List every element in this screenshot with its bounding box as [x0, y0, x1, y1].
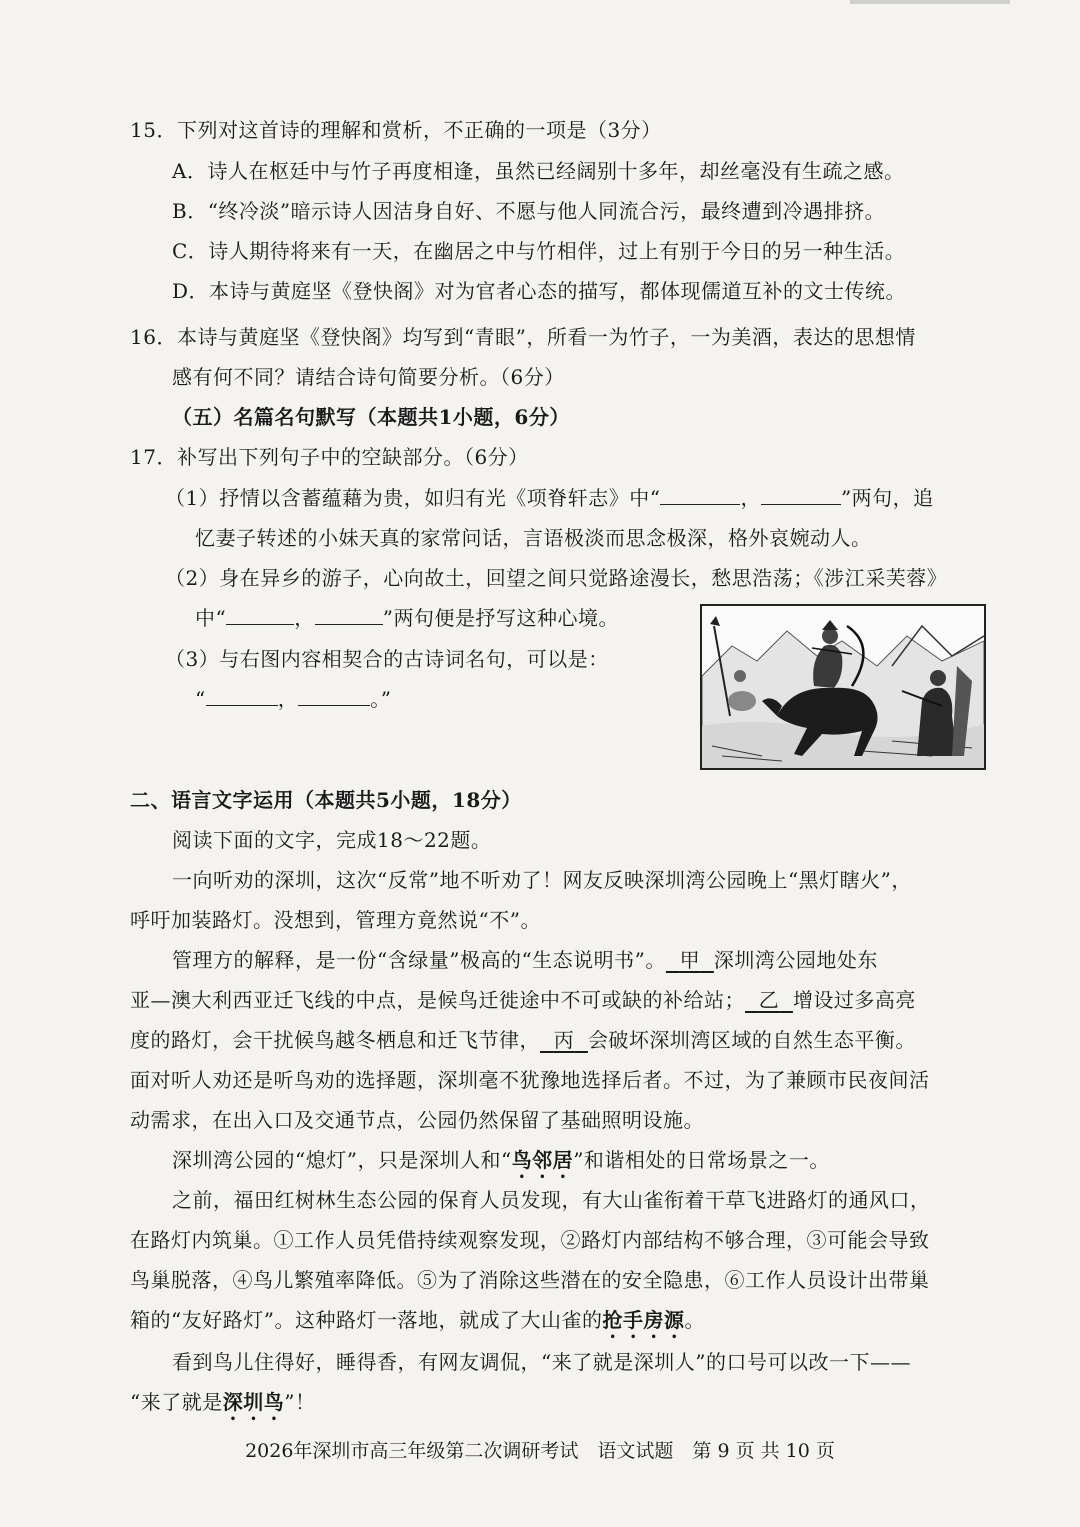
- passage-text: 箱的“友好路灯”。这种路灯一落地，就成了大山雀的: [130, 1308, 603, 1332]
- comma: ，: [740, 486, 761, 510]
- passage-p3: [172, 1146, 830, 1183]
- answer-blank[interactable]: [226, 604, 294, 625]
- passage-p4-line2: 在路灯内筑巢。①工作人员凭借持续观察发现，②路灯内部结构不够合理，③可能会导致: [130, 1228, 930, 1252]
- q16-line1: 16．本诗与黄庭坚《登快阁》均写到“青眼”，所看一为竹子，一为美酒，表达的思想情: [130, 325, 916, 349]
- emphasized-term: 深圳鸟: [222, 1390, 285, 1414]
- answer-blank[interactable]: [206, 685, 278, 706]
- emphasized-term: 鸟邻居: [511, 1148, 574, 1172]
- blank-marker-yi: [745, 988, 793, 1012]
- q17-part2-line1: （2）身在异乡的游子，心向故土，回望之间只觉路途漫长，愁思浩荡；《涉江采芙蓉》: [165, 566, 948, 590]
- passage-text: “来了就是: [130, 1390, 223, 1414]
- passage-p1-line1: 一向听劝的深圳，这次“反常”地不听劝了！网友反映深圳湾公园晚上“黑灯瞎火”，: [172, 868, 912, 892]
- passage-p2-line1: [172, 946, 878, 974]
- answer-blank[interactable]: [660, 484, 740, 505]
- answer-blank[interactable]: [298, 685, 370, 706]
- section5-heading: （五）名篇名句默写（本题共1小题，6分）: [172, 405, 570, 429]
- q15-stem: 15．下列对这首诗的理解和赏析，不正确的一项是（3分）: [130, 118, 662, 142]
- open-quote: “: [195, 687, 206, 711]
- q17-part2-line2: [195, 604, 619, 632]
- passage-text: 管理方的解释，是一份“含绿量”极高的“生态说明书”。: [172, 948, 666, 972]
- passage-p2-line2: [130, 986, 916, 1014]
- q17-part1-line1: [165, 484, 934, 512]
- q17-part2-suffix: ”两句便是抒写这种心境。: [382, 606, 619, 630]
- q17-part3-line1: （3）与右图内容相契合的古诗词名句，可以是：: [165, 647, 609, 671]
- q16-line2: 感有何不同？请结合诗句简要分析。（6分）: [172, 365, 565, 389]
- mounted-archer-icon: [702, 606, 984, 768]
- comma: ，: [294, 606, 315, 630]
- marker-label: 甲: [679, 948, 701, 972]
- q15-option-b: B．“终冷淡”暗示诗人因洁身自好、不愿与他人同流合污，最终遭到冷遇排挤。: [172, 199, 886, 223]
- blank-marker-bing: [540, 1028, 588, 1052]
- q17-part1-line2: 忆妻子转述的小妹天真的家常问话，言语极淡而思念极深，格外哀婉动人。: [195, 526, 872, 550]
- passage-text: 深圳湾公园的“熄灯”，只是深圳人和“: [172, 1148, 512, 1172]
- page-footer: 2026年深圳市高三年级第二次调研考试 语文试题 第 9 页 共 10 页: [245, 1440, 835, 1462]
- passage-p5-line2: [130, 1388, 315, 1425]
- q17-part1-suffix: ”两句，追: [840, 486, 934, 510]
- passage-p1-line2: 呼吁加装路灯。没想到，管理方竟然说“不”。: [130, 908, 541, 932]
- q15-option-c: C．诗人期待将来有一天，在幽居之中与竹相伴，过上有别于今日的另一种生活。: [172, 239, 906, 263]
- passage-text: 深圳湾公园地处东: [713, 948, 878, 972]
- marker-label: 丙: [553, 1028, 575, 1052]
- battle-illustration: [700, 604, 986, 770]
- passage-text: ”！: [284, 1390, 316, 1414]
- close-quote: 。”: [370, 687, 392, 711]
- answer-blank[interactable]: [761, 484, 841, 505]
- passage-text: 亚—澳大利西亚迁飞线的中点，是候鸟迁徙途中不可或缺的补给站；: [130, 988, 745, 1012]
- passage-p4-line3: 鸟巢脱落，④鸟儿繁殖率降低。⑤为了消除这些潜在的安全隐患，⑥工作人员设计出带巢: [130, 1268, 930, 1292]
- answer-blank[interactable]: [315, 604, 383, 625]
- passage-text: 。: [684, 1308, 705, 1332]
- q15-option-a: A．诗人在枢廷中与竹子再度相逢，虽然已经阔别十多年，却丝毫没有生疏之感。: [172, 159, 905, 183]
- blank-marker-jia: [666, 948, 714, 972]
- marker-label: 乙: [758, 988, 780, 1012]
- passage-p2-line3: [130, 1026, 916, 1054]
- emphasized-term: 抢手房源: [602, 1308, 685, 1332]
- q17-part1-prefix: （1）抒情以含蓄蕴藉为贵，如归有光《项脊轩志》中“: [165, 486, 661, 510]
- comma: ，: [277, 687, 299, 711]
- q17-part2-prefix: 中“: [195, 606, 227, 630]
- passage-p4-line1: 之前，福田红树林生态公园的保育人员发现，有大山雀衔着干草飞进路灯的通风口，: [172, 1188, 931, 1212]
- passage-p5-line1: 看到鸟儿住得好，睡得香，有网友调侃，“来了就是深圳人”的口号可以改一下——: [172, 1350, 911, 1374]
- passage-p2-line5: 动需求，在出入口及交通节点，公园仍然保留了基础照明设施。: [130, 1108, 704, 1132]
- passage-text: 会破坏深圳湾区域的自然生态平衡。: [587, 1028, 916, 1052]
- section2-heading: 二、语言文字运用（本题共5小题，18分）: [130, 788, 522, 812]
- passage-text: ”和谐相处的日常场景之一。: [573, 1148, 830, 1172]
- q17-stem: 17．补写出下列句子中的空缺部分。（6分）: [130, 445, 529, 469]
- q15-option-d: D．本诗与黄庭坚《登快阁》对为官者心态的描写，都体现儒道互补的文士传统。: [172, 279, 907, 303]
- scan-edge-mark: [850, 0, 1010, 4]
- passage-p2-line4: 面对听人劝还是听鸟劝的选择题，深圳毫不犹豫地选择后者。不过，为了兼顾市民夜间活: [130, 1068, 930, 1092]
- passage-text: 增设过多高亮: [792, 988, 916, 1012]
- q17-part3-line2: [195, 685, 391, 713]
- section2-intro: 阅读下面的文字，完成18～22题。: [172, 828, 492, 852]
- passage-text: 度的路灯，会干扰候鸟越冬栖息和迁飞节律，: [130, 1028, 540, 1052]
- passage-p4-line4: [130, 1306, 705, 1343]
